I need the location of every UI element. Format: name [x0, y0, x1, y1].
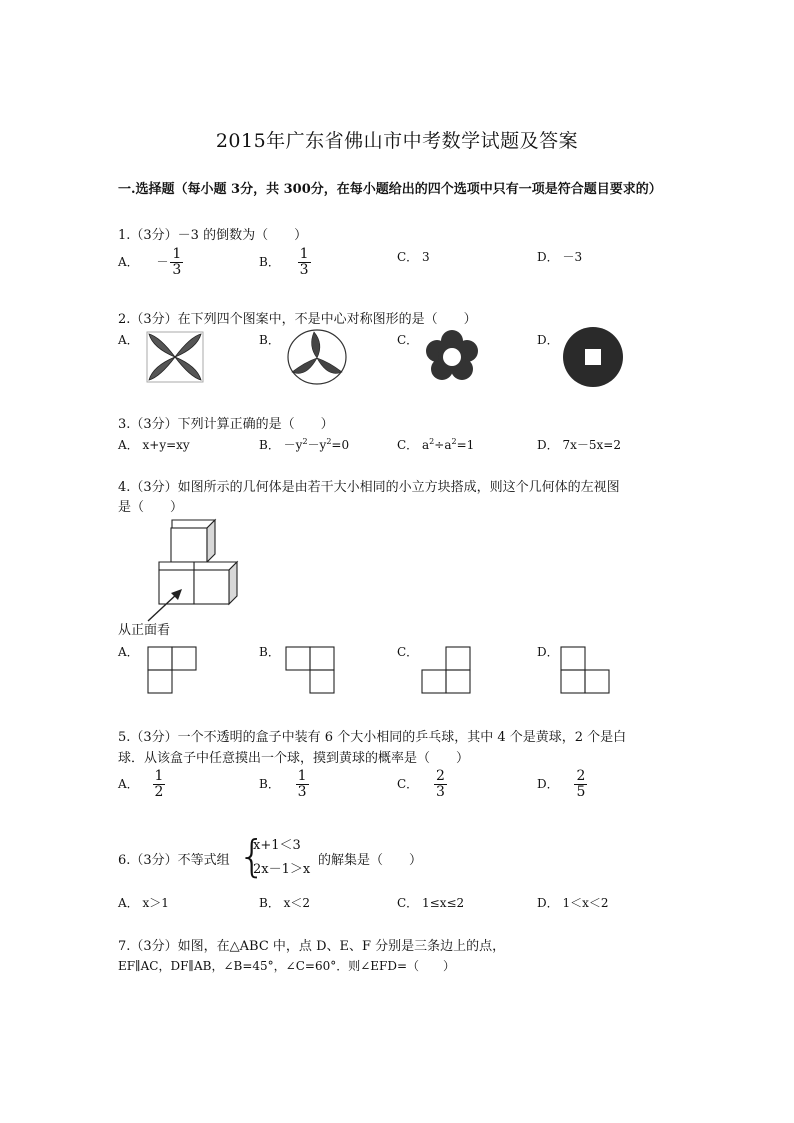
q6-option-a — [118, 894, 169, 911]
question-2-stem: 2.（3分）在下列四个图案中，不是中心对称图形的是（ ） — [118, 312, 477, 327]
option-text-part: －y — [307, 438, 327, 452]
q6-option-b — [259, 894, 310, 911]
numerator: 1 — [297, 768, 307, 784]
option-label: B． — [259, 255, 280, 269]
option-label: D． — [537, 250, 559, 264]
denominator: 3 — [436, 784, 445, 800]
option-label: C． — [397, 438, 419, 452]
page-title: 2015年广东省佛山市中考数学试题及答案 — [215, 130, 579, 152]
q2-b-label: B． — [259, 333, 280, 347]
q4-option-c-view — [421, 646, 473, 694]
q2-figure-d-coin — [561, 326, 625, 388]
q4-option-a-view — [147, 646, 199, 694]
q3-option-d — [537, 436, 621, 453]
q5-option-b — [259, 768, 307, 800]
option-label: D． — [537, 896, 559, 910]
section-heading: 一.选择题（每小题 3分，共 300分，在每小题给出的四个选项中只有一项是符合题目要求的） — [118, 182, 662, 197]
option-label: A． — [118, 255, 139, 269]
q1-b-fraction — [298, 247, 311, 278]
option-label: C． — [397, 896, 419, 910]
q1-option-d — [537, 248, 582, 265]
option-label: B． — [259, 777, 280, 791]
option-text-part: a — [422, 438, 430, 452]
option-text-part: =1 — [456, 438, 475, 452]
q6-option-d — [537, 894, 609, 911]
numerator: 1 — [172, 246, 182, 262]
q5-option-d — [537, 768, 586, 800]
numerator: 1 — [154, 768, 164, 784]
q5-d-fraction — [574, 769, 587, 800]
q6-brace: { — [238, 831, 266, 882]
q6-inequality-2: 2x－1＞x — [253, 862, 311, 877]
q1-option-a — [118, 246, 182, 278]
q4-d-label: D． — [537, 645, 559, 659]
option-text: 1≤x≤2 — [422, 896, 465, 910]
q4-c-label: C． — [397, 645, 419, 659]
exponent: 2 — [451, 437, 457, 446]
q4-b-label: B． — [259, 645, 280, 659]
q2-c-label: C． — [397, 333, 419, 347]
option-label: D． — [537, 438, 559, 452]
option-text: －3 — [562, 250, 583, 264]
option-label: A． — [118, 438, 139, 452]
question-3-stem: 3.（3分）下列计算正确的是（ ） — [118, 417, 334, 432]
option-text: 3 — [422, 250, 430, 264]
option-label: A． — [118, 777, 139, 791]
question-1-stem: 1.（3分）－3 的倒数为（ ） — [118, 228, 308, 243]
q2-d-label: D． — [537, 333, 559, 347]
q6-option-c — [397, 894, 464, 911]
option-text: x+y=xy — [142, 438, 190, 452]
q2-a-label: A． — [118, 333, 139, 347]
question-4-stem-line2: 是（ ） — [118, 500, 184, 515]
denominator: 3 — [297, 784, 307, 800]
q4-view-label: 从正面看 — [118, 623, 171, 638]
question-7-stem-line1: 7.（3分）如图，在△ABC 中，点 D、E、F 分别是三条边上的点， — [118, 939, 506, 954]
option-text: x＞1 — [142, 896, 169, 910]
option-label: D． — [537, 777, 559, 791]
q2-figure-b-three-blades — [286, 328, 348, 386]
q3-option-c — [397, 436, 474, 453]
question-5-stem-line2: 球．从该盒子中任意摸出一个球，摸到黄球的概率是（ ） — [118, 751, 470, 766]
option-label: C． — [397, 250, 419, 264]
q1-option-c — [397, 248, 430, 265]
denominator: 3 — [299, 262, 309, 278]
q5-option-c — [397, 768, 445, 800]
option-label: A． — [118, 896, 139, 910]
q5-c-fraction — [434, 769, 447, 800]
option-text: 1＜x＜2 — [562, 896, 609, 910]
question-5-stem-line1: 5.（3分）一个不透明的盒子中装有 6 个大小相同的乒乓球，其中 4 个是黄球，2 个是白 — [118, 730, 627, 745]
q3-option-b — [259, 436, 349, 453]
option-text-part: －y — [283, 438, 303, 452]
q4-option-d-view — [560, 646, 612, 694]
numerator: 1 — [299, 246, 309, 262]
option-label: B． — [259, 438, 280, 452]
q1-a-fraction — [170, 247, 183, 278]
question-4-stem-line1: 4.（3分）如图所示的几何体是由若干大小相同的小立方块搭成，则这个几何体的左视图 — [118, 480, 620, 495]
q2-figure-a-x-petals — [146, 331, 204, 383]
question-6-stem-pre: 6.（3分）不等式组 — [118, 853, 230, 868]
exponent: 2 — [326, 437, 332, 446]
option-label: B． — [259, 896, 280, 910]
option-text: 7x－5x=2 — [562, 438, 621, 452]
q4-a-label: A． — [118, 645, 139, 659]
exponent: 2 — [302, 437, 308, 446]
exponent: 2 — [429, 437, 435, 446]
q1-option-b — [259, 246, 309, 278]
q5-b-fraction — [296, 769, 309, 800]
option-text: x＜2 — [283, 896, 311, 910]
option-text-part: =0 — [331, 438, 350, 452]
q4-option-b-view — [285, 646, 337, 694]
question-7-stem-line2: EF∥AC，DF∥AB，∠B=45°，∠C=60°．则∠EFD=（ ） — [118, 959, 456, 973]
q2-figure-c-flower — [422, 328, 482, 386]
numerator: 2 — [576, 768, 586, 784]
option-label: C． — [397, 777, 419, 791]
numerator: 2 — [436, 768, 445, 784]
option-text-part: ÷a — [434, 438, 452, 452]
q1-a-sign: － — [156, 255, 169, 269]
denominator: 3 — [172, 262, 182, 278]
q3-option-a — [118, 436, 190, 453]
q5-option-a — [118, 768, 164, 800]
question-6-stem-post: 的解集是（ ） — [318, 853, 423, 868]
q6-inequality-1: x+1＜3 — [253, 838, 301, 853]
q5-a-fraction — [153, 769, 166, 800]
denominator: 2 — [154, 784, 164, 800]
denominator: 5 — [576, 784, 586, 800]
